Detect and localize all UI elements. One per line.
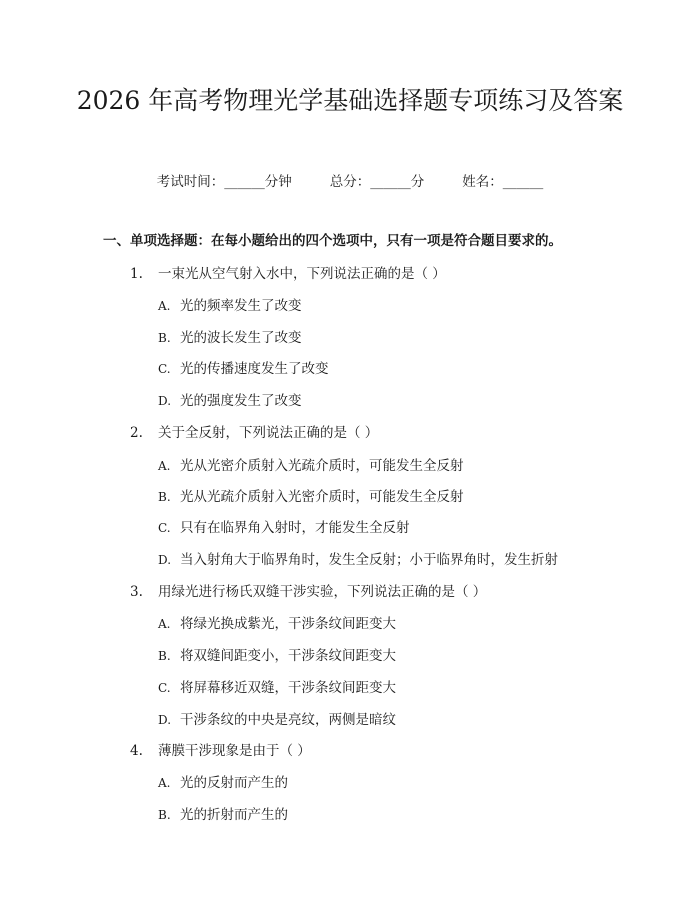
question-number: 3. [130,584,143,600]
option-text: 将绿光换成紫光，干涉条纹间距变大 [180,616,396,632]
question-number: 2. [130,425,143,441]
question-4-option-b [158,803,288,823]
question-number: 1. [130,266,143,282]
question-1-option-b [158,326,302,346]
option-letter: C. [158,521,171,535]
option-text: 光的传播速度发生了改变 [180,361,329,377]
question-2 [130,421,378,441]
option-letter: A. [158,459,171,473]
option-text: 将屏幕移近双缝，干涉条纹间距变大 [180,680,396,696]
option-letter: D. [158,394,172,408]
question-1-option-d [158,389,302,409]
option-letter: B. [158,808,171,822]
question-1-option-c [158,357,329,377]
question-1 [130,262,446,282]
option-text: 光从光疏介质射入光密介质时，可能发生全反射 [180,489,464,505]
question-text: 用绿光进行杨氏双缝干涉实验，下列说法正确的是（ ） [158,584,487,600]
option-letter: B. [158,490,171,504]
question-text: 一束光从空气射入水中，下列说法正确的是（ ） [158,266,446,282]
option-text: 光的波长发生了改变 [180,330,302,346]
option-text: 光的反射而产生的 [180,775,288,791]
question-2-option-b [158,485,464,505]
option-text: 将双缝间距变小，干涉条纹间距变大 [180,648,396,664]
option-letter: B. [158,331,171,345]
section-heading: 一、单项选择题：在每小题给出的四个选项中，只有一项是符合题目要求的。 [103,233,562,249]
question-3 [130,580,486,600]
question-4-option-a [158,771,288,791]
option-text: 只有在临界角入射时，才能发生全反射 [180,520,410,536]
total-score-field: 总分：______分 [329,174,425,190]
option-letter: D. [158,553,172,567]
option-letter: C. [158,681,171,695]
question-number: 4. [130,743,143,759]
student-name-field: 姓名：______ [462,174,544,190]
exam-meta-line [0,170,700,190]
option-letter: A. [158,617,171,631]
question-2-option-a [158,454,464,474]
question-text: 关于全反射，下列说法正确的是（ ） [158,425,379,441]
question-3-option-d [158,708,396,728]
option-text: 光的频率发生了改变 [180,298,302,314]
question-1-option-a [158,294,302,314]
option-letter: C. [158,362,171,376]
question-4 [130,739,311,759]
question-text: 薄膜干涉现象是由于（ ） [158,743,311,759]
option-letter: B. [158,649,171,663]
option-letter: D. [158,713,172,727]
question-3-option-c [158,676,396,696]
question-3-option-b [158,644,396,664]
option-text: 当入射角大于临界角时，发生全反射；小于临界角时，发生折射 [180,552,558,568]
question-2-option-d [158,548,558,568]
document-title: 2026 年高考物理光学基础选择题专项练习及答案 [76,86,624,115]
question-2-option-c [158,516,410,536]
option-letter: A. [158,776,171,790]
option-text: 光的折射而产生的 [180,807,288,823]
exam-time-field: 考试时间：______分钟 [156,174,292,190]
option-text: 干涉条纹的中央是亮纹，两侧是暗纹 [180,712,396,728]
question-3-option-a [158,612,396,632]
option-text: 光的强度发生了改变 [180,393,302,409]
option-text: 光从光密介质射入光疏介质时，可能发生全反射 [180,458,464,474]
option-letter: A. [158,299,171,313]
